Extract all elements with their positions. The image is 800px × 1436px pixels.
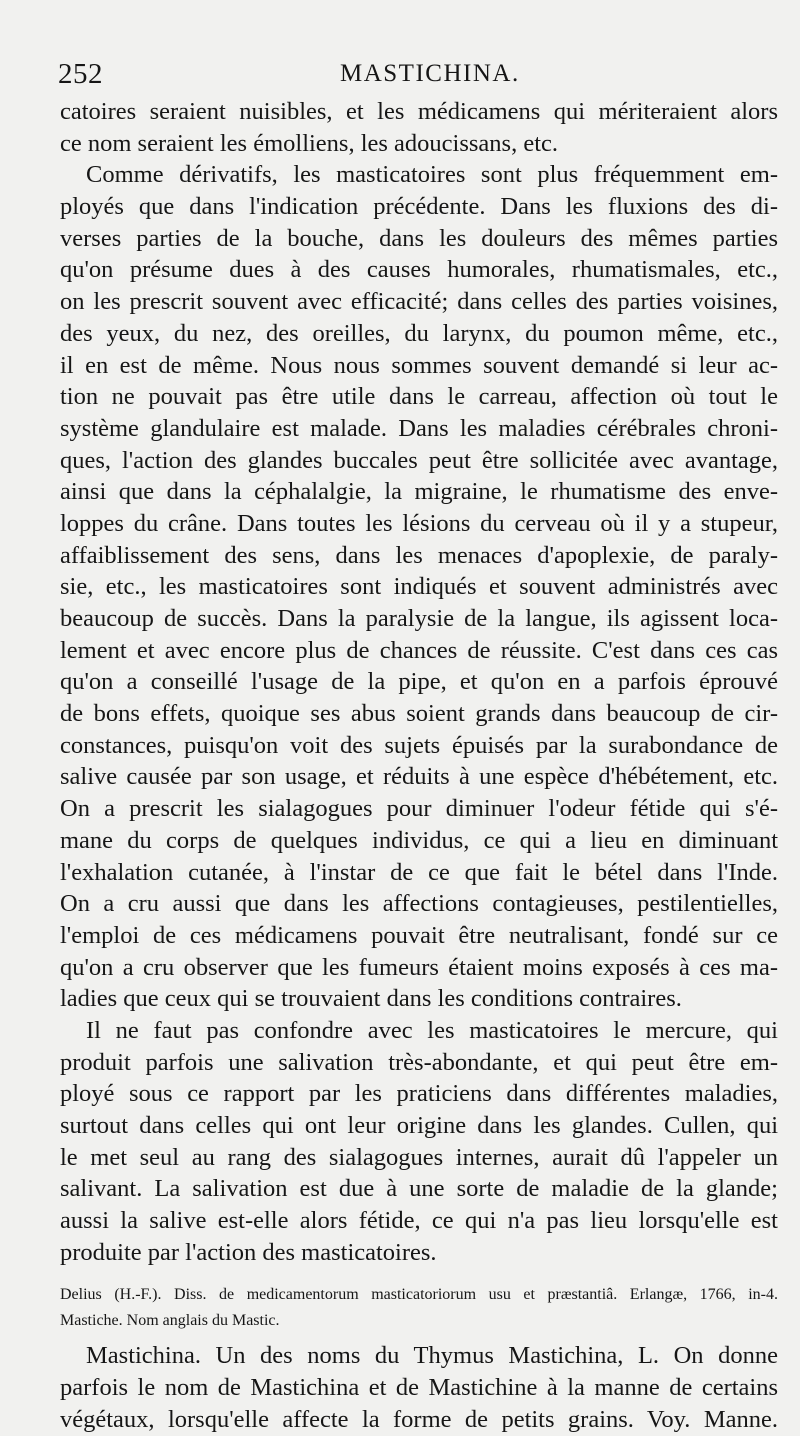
text-line: Il ne faut pas confondre avec les masticatoires le mercure, qui xyxy=(86,1016,778,1044)
text-line: On a prescrit les sialagogues pour diminuer l'odeur fétide qui s'é- xyxy=(60,795,778,823)
running-head: MASTICHINA. xyxy=(340,60,520,87)
text-line: Mastichina. Un des noms du Thymus Mastichina, L. On donne xyxy=(86,1342,778,1370)
bibliographic-reference: Delius (H.-F.). Diss. de medicamentorum masticatoriorum usu et præstantiâ. Erlangæ, 1766, in-4. xyxy=(60,1286,778,1304)
text-line: sie, etc., les masticatoires sont indiqués et souvent administrés avec xyxy=(60,573,778,601)
text-line: ainsi que dans la céphalalgie, la migraine, le rhumatisme des enve- xyxy=(60,478,778,506)
text-line: végétaux, lorsqu'elle affecte la forme de petits grains. Voy. Manne. xyxy=(60,1405,778,1433)
paragraph xyxy=(60,96,778,159)
text-line: ques, l'action des glandes buccales peut être sollicitée avec avantage, xyxy=(60,446,778,474)
text-line: On a cru aussi que dans les affections contagieuses, pestilentielles, xyxy=(60,890,778,918)
text-line: on les prescrit souvent avec efficacité; dans celles des parties voisines, xyxy=(60,288,778,316)
text-line: qu'on a conseillé l'usage de la pipe, et qu'on en a parfois éprouvé xyxy=(60,668,778,696)
text-line: ployé sous ce rapport par les praticiens dans différentes maladies, xyxy=(60,1080,778,1108)
text-line: système glandulaire est malade. Dans les maladies cérébrales chroni- xyxy=(60,414,778,442)
text-line: catoires seraient nuisibles, et les médicamens qui mériteraient alors xyxy=(60,98,778,125)
text-line: de bons effets, quoique ses abus soient grands dans beaucoup de cir- xyxy=(60,700,778,728)
text-line: surtout dans celles qui ont leur origine dans les glandes. Cullen, qui xyxy=(60,1112,778,1139)
text-line: produite par l'action des masticatoires. xyxy=(60,1238,437,1266)
text-line: ployés que dans l'indication précédente. Dans les fluxions des di- xyxy=(60,193,778,221)
text-line: aussi la salive est-elle alors fétide, ce qui n'a pas lieu lorsqu'elle est xyxy=(60,1207,778,1235)
page-header xyxy=(58,58,760,94)
text-line: ladies que ceux qui se trouvaient dans les conditions contraires. xyxy=(60,985,682,1013)
text-line: salive causée par son usage, et réduits à une espèce d'hébétement, etc. xyxy=(60,763,778,791)
text-line: le met seul au rang des sialagogues internes, aurait dû l'appeler un xyxy=(60,1143,778,1171)
text-line: beaucoup de succès. Dans la paralysie de la langue, ils agissent loca- xyxy=(60,605,778,632)
text-line: Comme dérivatifs, les masticatoires sont plus fréquemment em- xyxy=(86,161,778,189)
text-line: constances, puisqu'on voit des sujets épuisés par la surabondance de xyxy=(60,731,778,759)
text-line: verses parties de la bouche, dans les douleurs des mêmes parties xyxy=(60,224,778,252)
text-line: produit parfois une salivation très-abondante, et qui peut être em- xyxy=(60,1048,778,1076)
text-line: tion ne pouvait pas être utile dans le carreau, affection où tout le xyxy=(60,383,778,411)
text-line: qu'on a cru observer que les fumeurs étaient moins exposés à ces ma- xyxy=(60,953,778,981)
text-line: l'exhalation cutanée, à l'instar de ce que fait le bétel dans l'Inde. xyxy=(60,858,778,886)
text-line: des yeux, du nez, des oreilles, du larynx, du poumon même, etc., xyxy=(60,319,778,347)
page-body xyxy=(60,96,778,1436)
text-line: il en est de même. Nous nous sommes souvent demandé si leur ac- xyxy=(60,351,778,379)
text-line: lement et avec encore plus de chances de réussite. C'est dans ces cas xyxy=(60,636,778,664)
text-line: mane du corps de quelques individus, ce qui a lieu en diminuant xyxy=(60,826,778,854)
text-line: affaiblissement des sens, dans les menaces d'apoplexie, de paraly- xyxy=(60,541,778,569)
dictionary-entry xyxy=(60,1340,778,1435)
page-number: 252 xyxy=(58,58,103,90)
text-line: ce nom seraient les émolliens, les adoucissans, etc. xyxy=(60,129,559,157)
text-line: loppes du crâne. Dans toutes les lésions du cerveau où il y a stupeur, xyxy=(60,509,778,537)
paragraph xyxy=(60,159,778,1015)
text-line: qu'on présume dues à des causes humorales, rhumatismales, etc., xyxy=(60,256,778,284)
paragraph xyxy=(60,1015,778,1269)
text-line: salivant. La salivation est due à une sorte de maladie de la glande; xyxy=(60,1175,778,1203)
text-line: l'emploi de ces médicamens pouvait être neutralisant, fondé sur ce xyxy=(60,921,778,949)
cross-reference: Mastiche. Nom anglais du Mastic. xyxy=(60,1312,280,1330)
text-line: parfois le nom de Mastichina et de Mastichine à la manne de certains xyxy=(60,1374,778,1402)
